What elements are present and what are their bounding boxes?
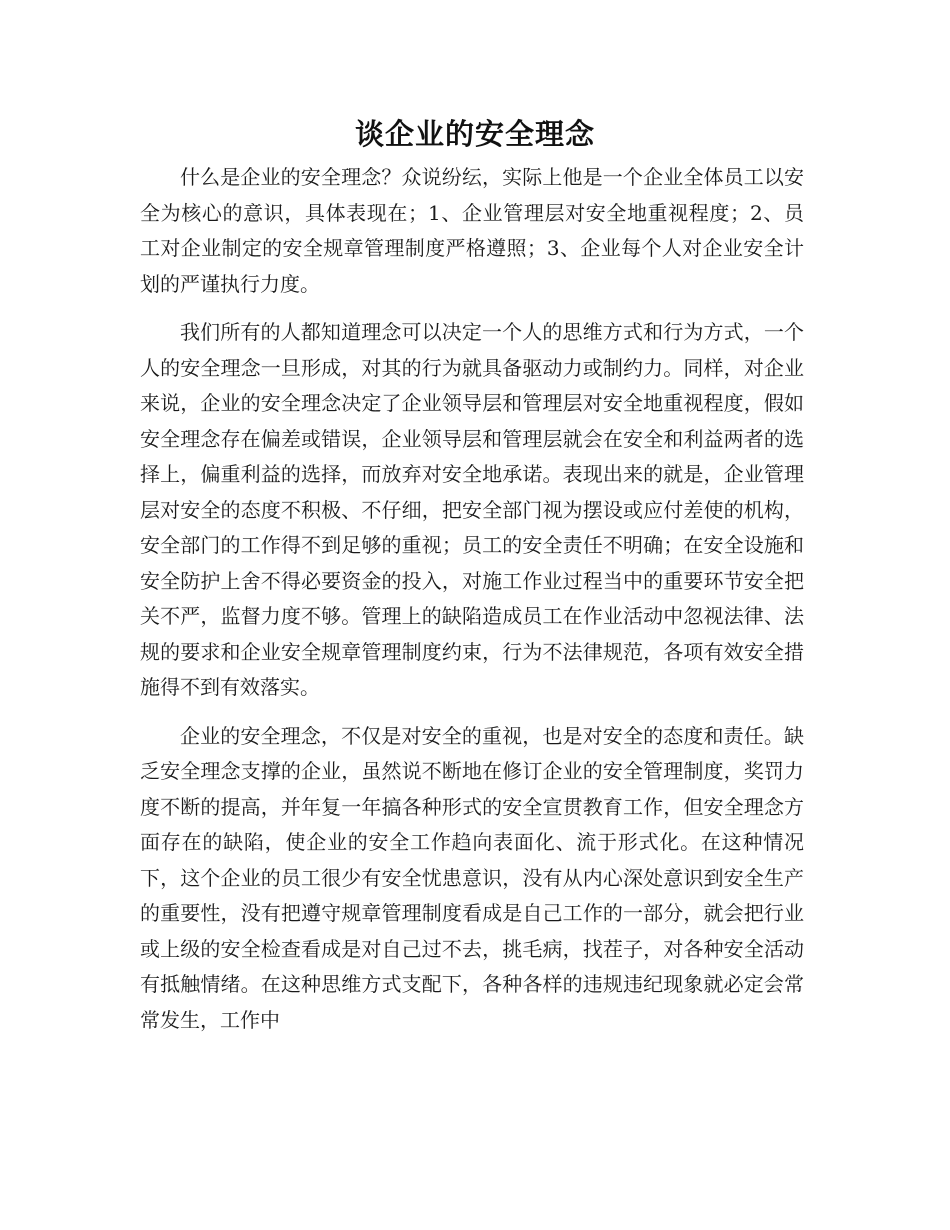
paragraph-2: 我们所有的人都知道理念可以决定一个人的思维方式和行为方式，一个人的安全理念一旦形成，对其的行为就具备驱动力或制约力。同样，对企业来说，企业的安全理念决定了企业领导层和管理层对安全地重视程度，假如安全理念存在偏差或错误，企业领导层和管理层就会在安全和利益两者的选择上，偏重利益的选择，而放弃对安全地承诺。表现出来的就是，企业管理层对安全的态度不积极、不仔细，把安全部门视为摆设或应付差使的机构，安全部门的工作得不到足够的重视；员工的安全责任不明确；在安全设施和安全防护上舍不得必要资金的投入，对施工作业过程当中的重要环节安全把关不严，监督力度不够。管理上的缺陷造成员工在作业活动中忽视法律、法规的要求和企业安全规章管理制度约束，行为不法律规范，各项有效安全措施得不到有效落实。 <box>140 320 804 699</box>
paragraph-3: 企业的安全理念，不仅是对安全的重视，也是对安全的态度和责任。缺乏安全理念支撑的企业，虽然说不断地在修订企业的安全管理制度，奖罚力度不断的提高，并年复一年搞各种形式的安全宣贯教育工作，但安全理念方面存在的缺陷，使企业的安全工作趋向表面化、流于形式化。在这种情况下，这个企业的员工很少有安全忧患意识，没有从内心深处意识到安全生产的重要性，没有把遵守规章管理制度看成是自己工作的一部分，就会把行业或上级的安全检查看成是对自己过不去，挑毛病，找茬子，对各种安全活动有抵触情绪。在这种思维方式支配下，各种各样的违规违纪现象就必定会常常发生，工作中 <box>140 723 804 1032</box>
document-body <box>140 160 804 1051</box>
document-title: 谈企业的安全理念 <box>354 117 595 151</box>
paragraph-1: 什么是企业的安全理念？众说纷纭，实际上他是一个企业全体员工以安全为核心的意识，具体表现在；1、企业管理层对安全地重视程度；2、员工对企业制定的安全规章管理制度严格遵照；3、企业每个人对企业安全计划的严谨执行力度。 <box>140 165 804 296</box>
